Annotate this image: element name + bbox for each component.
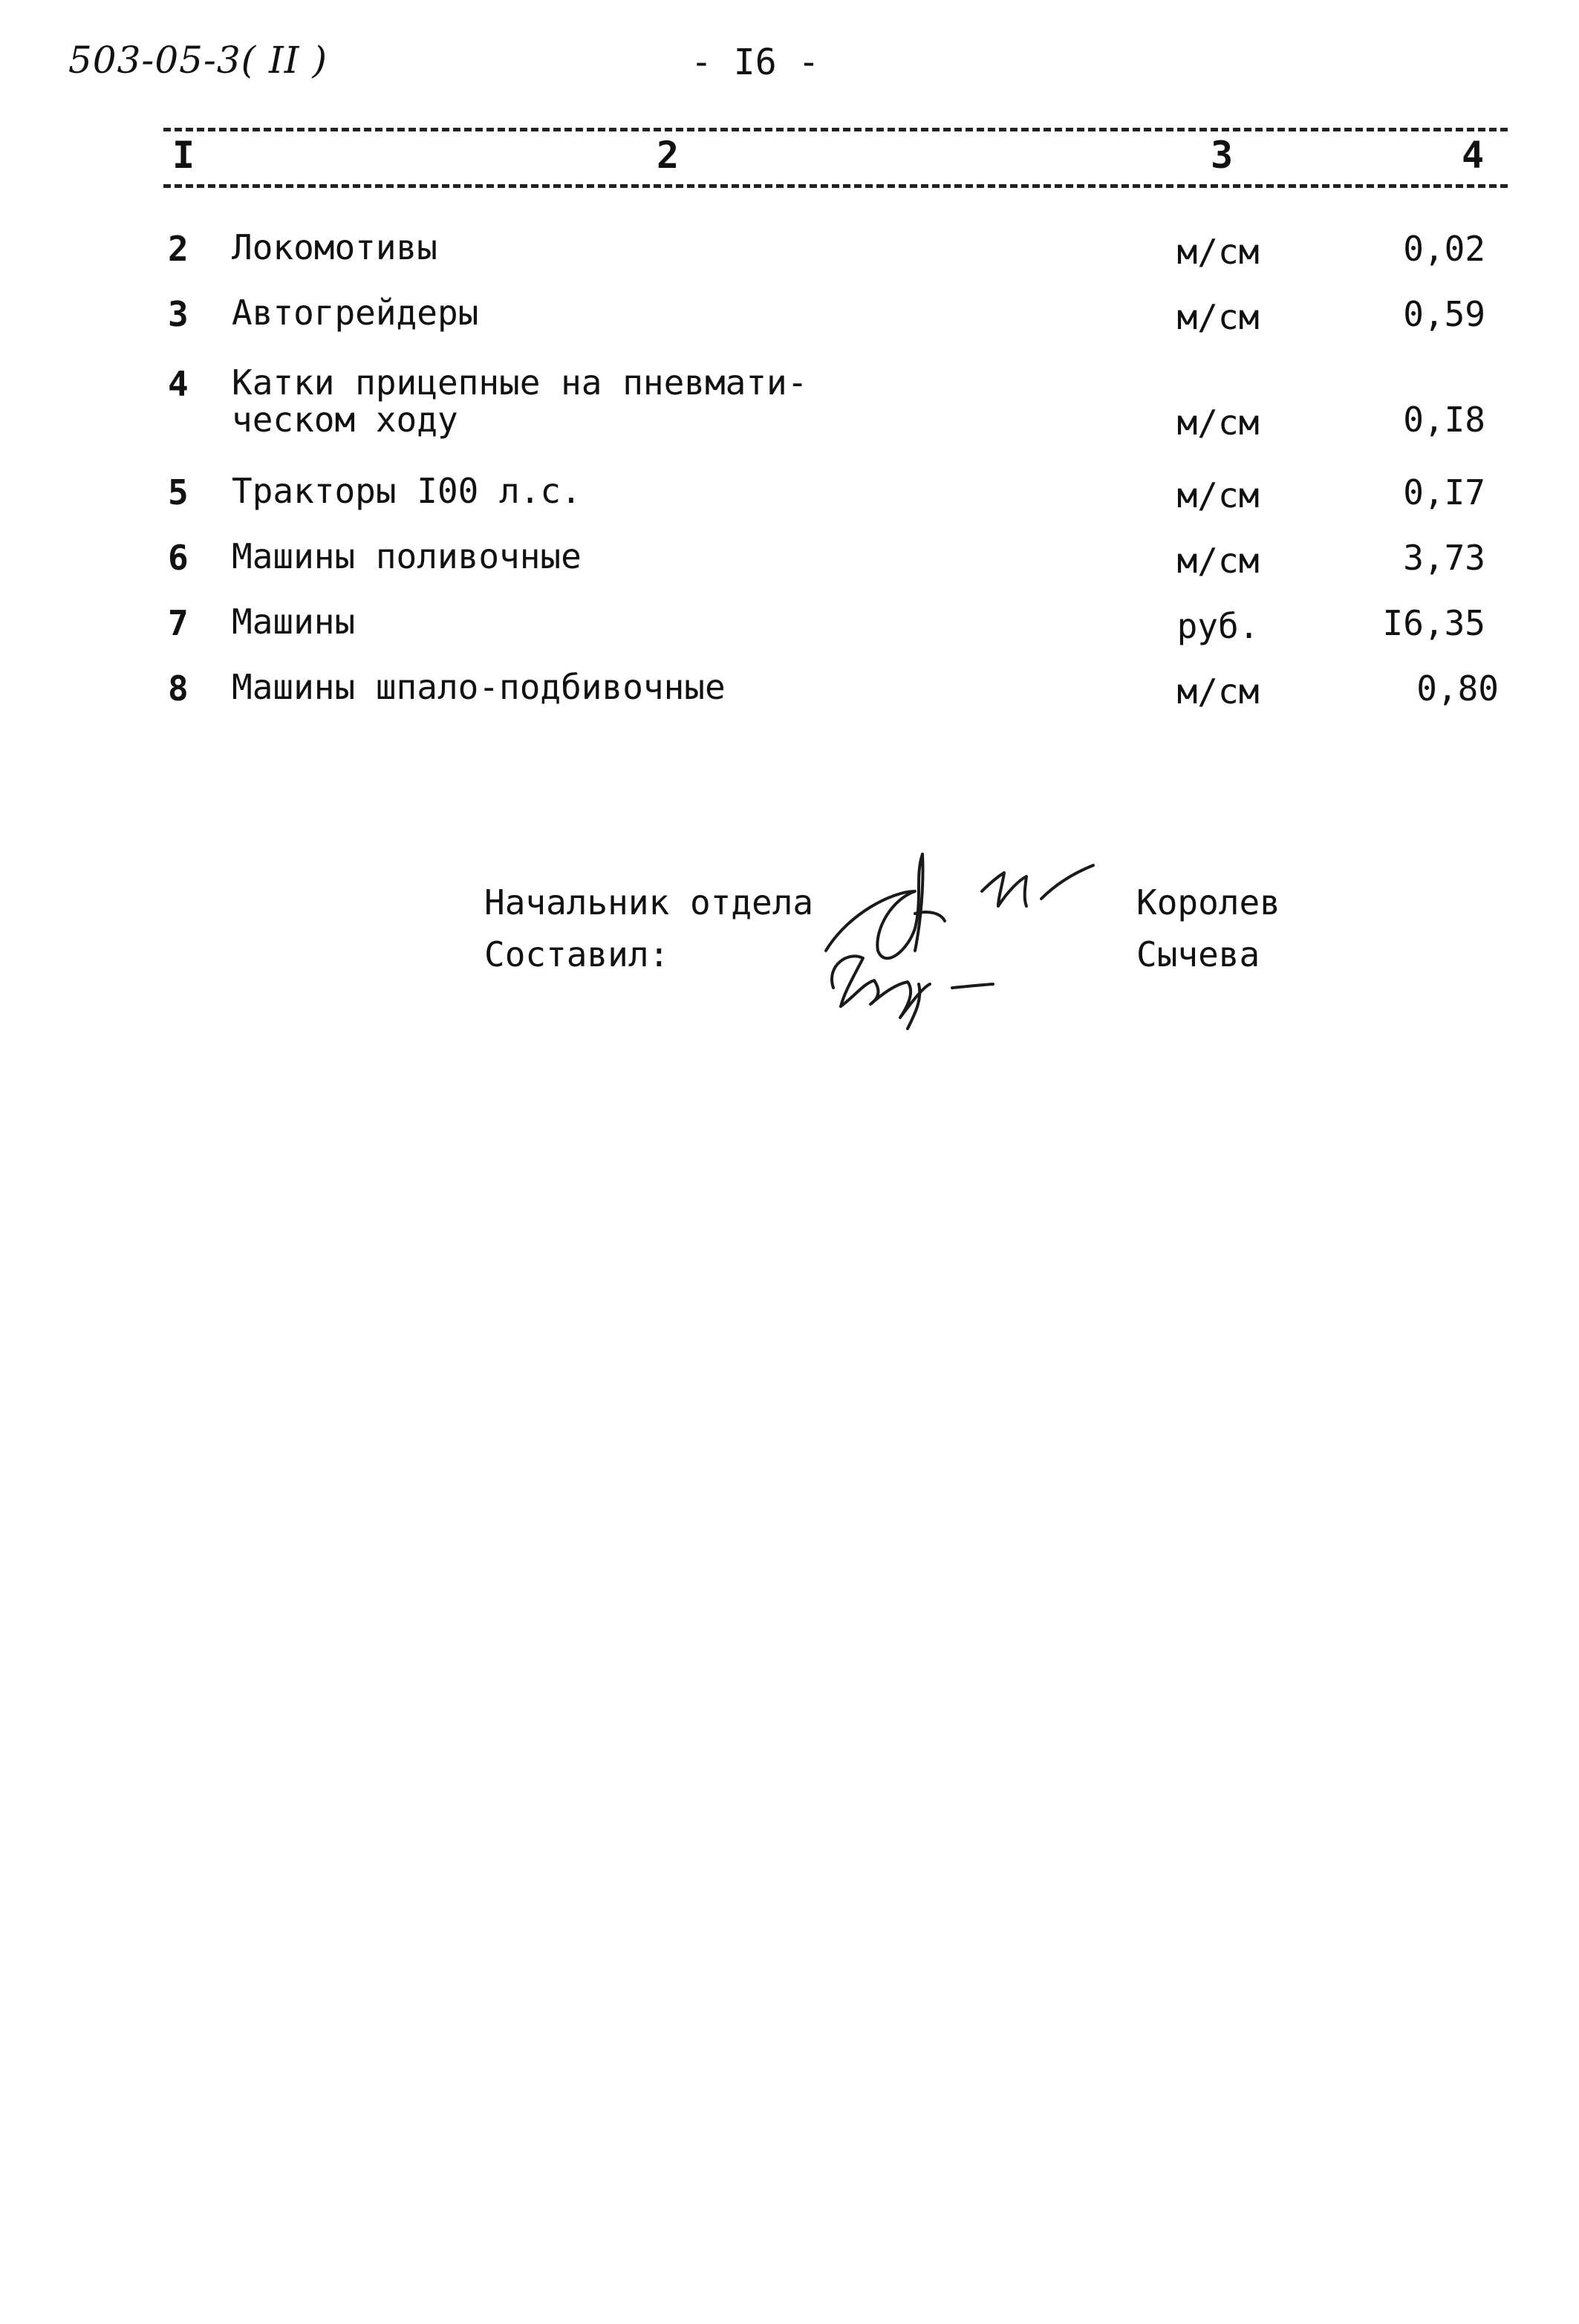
row-number: 4 — [168, 364, 189, 404]
handwritten-signature — [804, 839, 1116, 1032]
row-number: 8 — [168, 668, 189, 709]
row-value: I6,35 — [1382, 603, 1485, 643]
row-name: Машины — [232, 602, 356, 642]
page-number: - I6 - — [691, 42, 820, 83]
row-name: Катки прицепные на пневмати- ческом ходу — [232, 362, 808, 440]
table-top-rule — [163, 128, 1508, 131]
row-unit: м/см — [1176, 475, 1260, 515]
table-header-rule — [163, 184, 1508, 188]
column-header-1: I — [172, 134, 195, 177]
row-value: 0,I8 — [1403, 400, 1485, 440]
row-name: Машины поливочные — [232, 536, 582, 576]
row-number: 7 — [168, 603, 189, 643]
row-number: 5 — [168, 472, 189, 512]
signature-title-head: Начальник отдела — [484, 882, 814, 922]
row-value: 3,73 — [1403, 538, 1485, 578]
row-unit: м/см — [1176, 671, 1260, 712]
row-unit: руб. — [1176, 606, 1260, 646]
signature-block — [484, 869, 1375, 1032]
row-name: Локомотивы — [232, 227, 437, 267]
row-number: 3 — [168, 294, 189, 334]
column-header-3: 3 — [1211, 134, 1234, 177]
column-header-4: 4 — [1462, 134, 1485, 177]
column-header-2: 2 — [657, 134, 680, 177]
row-value: 0,02 — [1403, 229, 1485, 269]
row-unit: м/см — [1176, 297, 1260, 337]
row-value: 0,I7 — [1403, 472, 1485, 512]
row-name: Машины шпало-подбивочные — [232, 667, 726, 707]
row-number: 6 — [168, 538, 189, 578]
row-name: Тракторы I00 л.с. — [232, 471, 582, 511]
row-unit: м/см — [1176, 541, 1260, 581]
row-value: 0,59 — [1403, 294, 1485, 334]
signature-title-compiler: Составил: — [484, 934, 670, 974]
row-number: 2 — [168, 229, 189, 269]
signature-name-head: Королев — [1136, 882, 1280, 922]
signature-name-compiler: Сычева — [1136, 934, 1260, 974]
row-name: Автогрейдеры — [232, 293, 479, 333]
document-code: 503-05-3( II ) — [68, 39, 328, 82]
row-unit: м/см — [1176, 403, 1260, 443]
row-unit: м/см — [1176, 232, 1260, 272]
row-value: 0,80 — [1416, 668, 1499, 709]
